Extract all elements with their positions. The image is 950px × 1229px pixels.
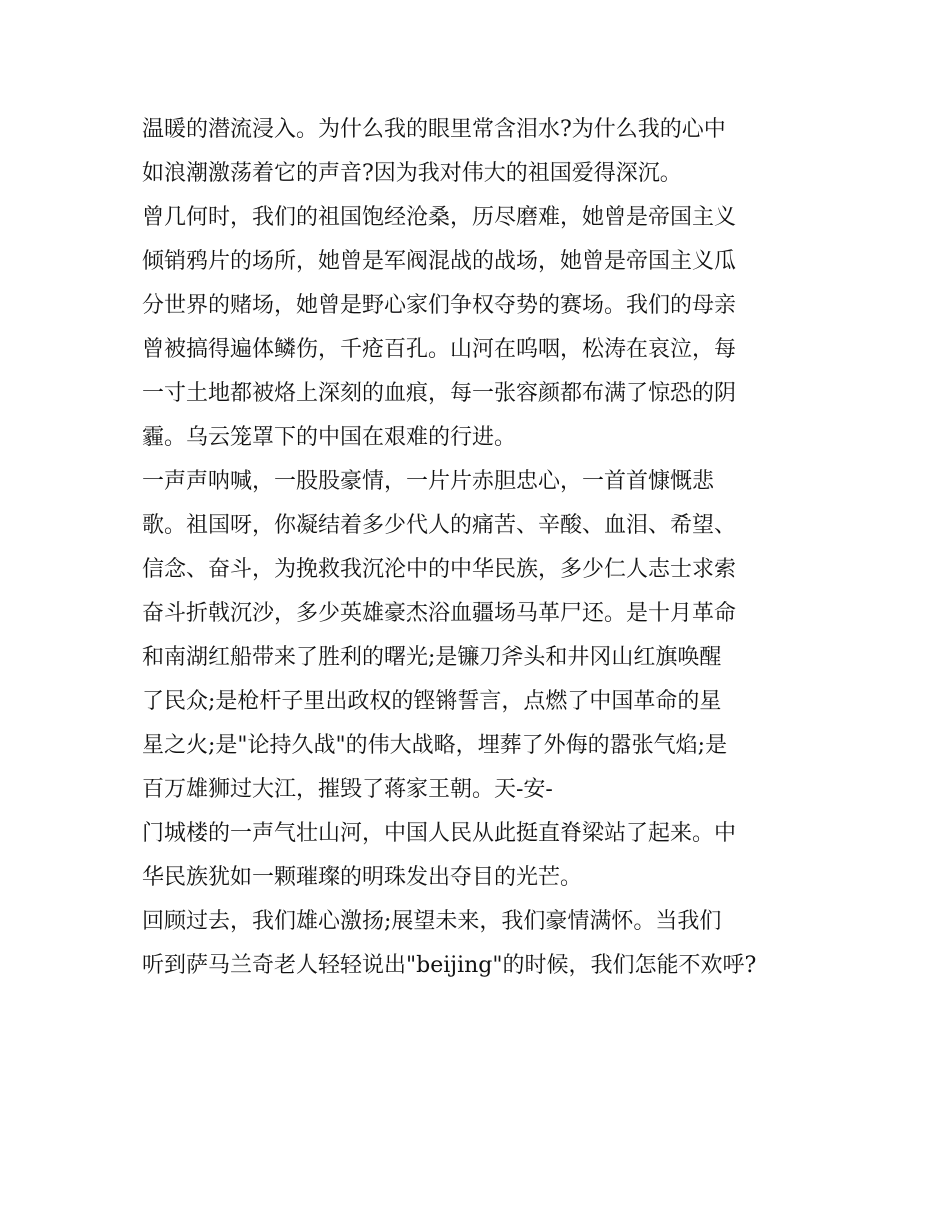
text-line: 信念、奋斗，为挽救我沉沦中的中华民族，多少仁人志士求索 — [142, 557, 737, 582]
document-body — [142, 108, 842, 988]
text-line: 一声声呐喊，一股股豪情，一片片赤胆忠心，一首首慷慨悲 — [142, 469, 715, 494]
text-line: 一寸土地都被烙上深刻的血痕，每一张容颜都布满了惊恐的阴 — [142, 381, 737, 406]
text-line: 星之火;是"论持久战"的伟大战略，埋葬了外侮的嚣张气焰;是 — [142, 733, 728, 758]
text-line: 听到萨马兰奇老人轻轻说出"beijing"的时候，我们怎能不欢呼? — [142, 953, 757, 978]
text-line: 歌。祖国呀，你凝结着多少代人的痛苦、辛酸、血泪、希望、 — [142, 513, 737, 538]
text-line: 温暖的潜流浸入。为什么我的眼里常含泪水?为什么我的心中 — [142, 117, 726, 142]
text-line: 奋斗折戟沉沙，多少英雄豪杰浴血疆场马革尸还。是十月革命 — [142, 601, 737, 626]
text-line: 了民众;是枪杆子里出政权的铿锵誓言，点燃了中国革命的星 — [142, 689, 722, 714]
text-line: 华民族犹如一颗璀璨的明珠发出夺目的光芒。 — [142, 865, 583, 890]
text-line: 和南湖红船带来了胜利的曙光;是镰刀斧头和井冈山红旗唤醒 — [142, 645, 722, 670]
text-line: 百万雄狮过大江，摧毁了蒋家王朝。天-安- — [142, 777, 553, 802]
text-line: 曾几何时，我们的祖国饱经沧桑，历尽磨难，她曾是帝国主义 — [142, 205, 737, 230]
text-line: 回顾过去，我们雄心激扬;展望未来，我们豪情满怀。当我们 — [142, 909, 722, 934]
text-line: 霾。乌云笼罩下的中国在艰难的行进。 — [142, 425, 517, 450]
text-line: 倾销鸦片的场所，她曾是军阀混战的战场，她曾是帝国主义瓜 — [142, 249, 737, 274]
text-line: 曾被搞得遍体鳞伤，千疮百孔。山河在呜咽，松涛在哀泣，每 — [142, 337, 737, 362]
text-line: 分世界的赌场，她曾是野心家们争权夺势的赛场。我们的母亲 — [142, 293, 737, 318]
text-line: 如浪潮激荡着它的声音?因为我对伟大的祖国爱得深沉。 — [142, 161, 682, 186]
text-line: 门城楼的一声气壮山河，中国人民从此挺直脊梁站了起来。中 — [142, 821, 737, 846]
